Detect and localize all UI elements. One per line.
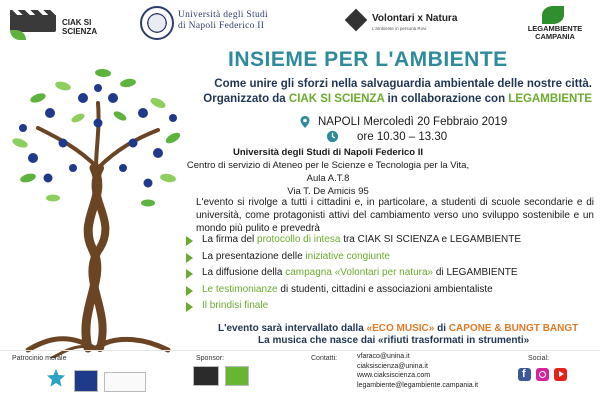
ciak-logo	[8, 8, 126, 38]
program-item: La presentazione delle iniziative congiunte	[186, 251, 596, 268]
organizer-name: CIAK SI SCIENZA	[288, 93, 385, 105]
event-subtitle	[196, 77, 592, 107]
tree-trunk	[28, 103, 168, 358]
university-logo	[140, 6, 300, 38]
location-pin-icon	[298, 115, 312, 129]
venue-address: Via T. De Amicis 95	[287, 186, 369, 197]
volontari-mark-icon	[345, 9, 368, 32]
triangle-bullet-icon	[186, 302, 193, 312]
contact-email[interactable]: ciaksiscienza@unina.it	[357, 362, 428, 370]
legambiente-name: LEGAMBIENTE	[527, 24, 583, 33]
legambiente-logo	[518, 6, 592, 46]
volontari-logo	[348, 10, 458, 38]
clock-icon	[326, 130, 339, 143]
event-time: ore 10.30 – 13.30	[357, 131, 448, 143]
patrocinio-label: Patrocinio morale	[12, 355, 67, 362]
legambiente-region: CAMPANIA	[535, 32, 575, 41]
star-logo-icon	[46, 368, 66, 388]
program-list	[186, 234, 596, 317]
patron-logo-blue	[74, 370, 98, 392]
subtitle-line1: Come unire gli sforzi nella salvaguardia ambientale delle nostre città.	[214, 78, 592, 90]
contacts-list	[357, 352, 478, 390]
university-name-line1: Università degli Studi	[178, 10, 268, 20]
sponsor-logo-dark	[193, 366, 219, 386]
program-item: Il brindisi finale	[186, 300, 596, 317]
triangle-bullet-icon	[186, 286, 193, 296]
music-line1: L'evento sarà intervallato dalla «ECO MUSIC» di CAPONE & BUNGT BANGT	[218, 323, 579, 334]
patrocinio-logos	[12, 368, 162, 396]
sponsor-logo-green	[225, 366, 249, 386]
facebook-icon[interactable]: f	[518, 368, 531, 381]
social-label: Social:	[528, 355, 550, 362]
contact-website[interactable]: www.ciaksiscienza.com	[357, 372, 431, 379]
sponsor-label: Sponsor:	[196, 355, 225, 362]
university-name-line2: di Napoli Federico II	[178, 21, 265, 31]
program-item: Le testimonianze di studenti, cittadini e associazioni ambientaliste	[186, 284, 596, 301]
instagram-icon[interactable]	[536, 368, 549, 381]
program-item: La diffusione della campagna «Volontari per natura» di LEGAMBIENTE	[186, 267, 596, 284]
event-title: INSIEME PER L'AMBIENTE	[228, 48, 508, 71]
music-line2: La musica che nasce dai «rifiuti trasformati in strumenti»	[258, 335, 530, 346]
venue-info	[178, 146, 478, 198]
event-description: L'evento si rivolge a tutti i cittadini e, in particolare, a studenti di scuole secondarie e di università, come protagonisti attivi del cambiamento verso uno sviluppo sostenibile e un mondo più pulito e prevedrà	[196, 197, 594, 234]
venue-center: Centro di servizio di Ateneo per le Scienze e Tecnologia per la Vita, Aula A.T.8	[186, 160, 470, 184]
university-seal-icon	[140, 6, 174, 40]
partner-name: LEGAMBIENTE	[508, 93, 592, 105]
ciak-logo-text: CIAK SI SCIENZA	[62, 18, 98, 36]
youtube-icon[interactable]	[554, 368, 567, 381]
volontari-logo-text: Volontari x Natura	[372, 13, 458, 24]
contacts-label: Contatti:	[311, 355, 338, 362]
volontari-tagline: L'ambiente in persona Rovi	[372, 26, 427, 31]
tree-of-hands-illustration	[8, 58, 188, 358]
event-place-date: NAPOLI Mercoledì 20 Febbraio 2019	[318, 116, 508, 128]
legambiente-leaf-icon	[542, 6, 564, 24]
triangle-bullet-icon	[186, 236, 193, 246]
subtitle-line2: Organizzato da CIAK SI SCIENZA in collaborazione con LEGAMBIENTE	[203, 93, 592, 105]
venue-university: Università degli Studi di Napoli Federico II	[232, 147, 424, 158]
contact-email[interactable]: vfaraco@unina.it	[357, 353, 410, 360]
program-item: La firma del protocollo di intesa tra CIAK SI SCIENZA e LEGAMBIENTE	[186, 234, 596, 251]
patron-logo-europe	[104, 372, 146, 392]
footer-divider	[0, 350, 600, 351]
contact-email[interactable]: legambiente@legambiente.campania.it	[357, 381, 479, 389]
triangle-bullet-icon	[186, 253, 193, 263]
triangle-bullet-icon	[186, 269, 193, 279]
